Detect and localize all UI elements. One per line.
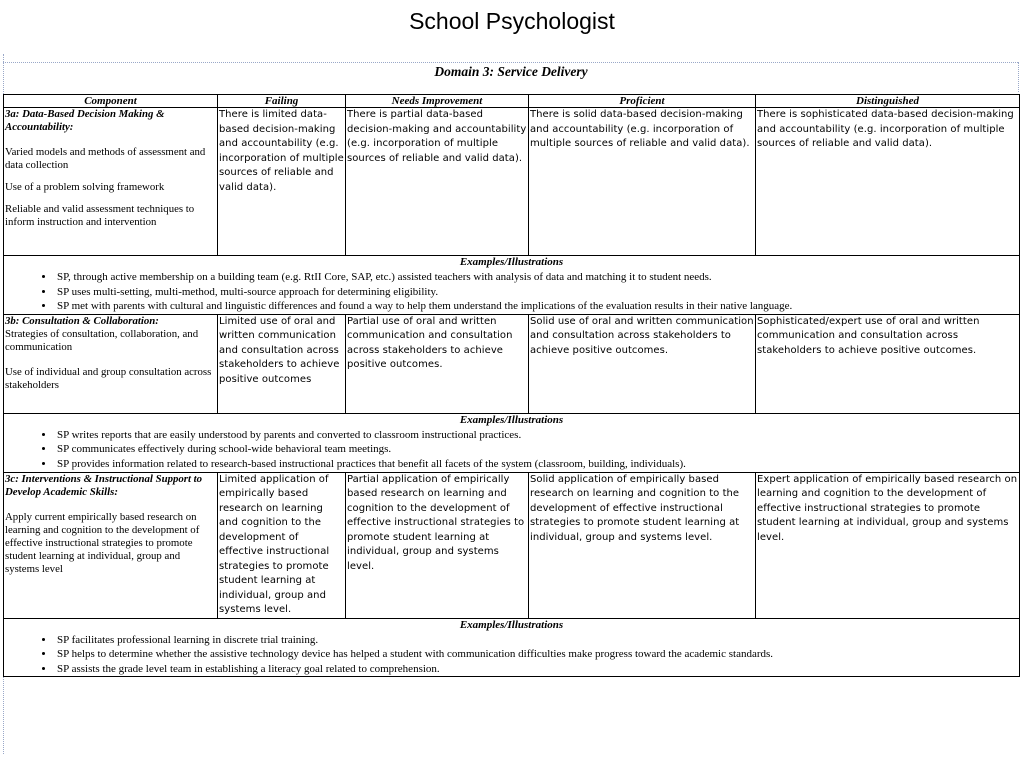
examples-row-3c	[4, 618, 1020, 677]
rubric-table	[3, 94, 1020, 677]
examples-cell	[4, 256, 1020, 315]
header-component: Component	[4, 95, 218, 108]
failing-cell: Limited use of oral and written communication and consultation across stakeholders to achieve positive outcomes	[218, 314, 346, 413]
distinguished-cell: Expert application of empirically based research on learning and cognition to the development of effective instructional strategies to promote student learning at individual, group and systems level.	[756, 472, 1020, 618]
rubric-row-3a	[4, 108, 1020, 256]
examples-list	[5, 270, 1018, 314]
examples-row-3a	[4, 256, 1020, 315]
example-item: • SP facilitates professional learning in discrete trial training.	[55, 633, 1018, 648]
examples-list	[5, 428, 1018, 472]
component-cell	[4, 472, 218, 618]
examples-title: Examples/Illustrations	[459, 618, 564, 631]
examples-cell	[4, 413, 1020, 472]
needs-improvement-cell: Partial application of empirically based research on learning and cognition to the development of effective instructional strategies to promote student learning at individual, group and systems level.	[346, 472, 529, 618]
page-border-top	[3, 62, 1018, 63]
component-item: Apply current empirically based research on learning and cognition to the development of effective instructional strategies to promote student learning at individual, group and systems level	[5, 510, 200, 575]
failing-cell: Limited application of empirically based research on learning and cognition to the development of effective instructional strategies to promote student learning at individual, group and systems level.	[218, 472, 346, 618]
example-item: • SP provides information related to research-based instructional practices that benefit all facets of the system (classroom, building, individuals).	[55, 457, 1018, 472]
example-item: • SP helps to determine whether the assistive technology device has helped a student with communication difficulties make progress toward the academic standards.	[55, 647, 1018, 662]
distinguished-cell: Sophisticated/expert use of oral and written communication and consultation across stakeholders to achieve positive outcomes.	[756, 314, 1020, 413]
needs-improvement-cell: Partial use of oral and written communication and consultation across stakeholders to achieve positive outcomes.	[346, 314, 529, 413]
component-item: Varied models and methods of assessment and data collection	[5, 146, 206, 171]
needs-improvement-cell: There is partial data-based decision-making and accountability (e.g. incorporation of multiple sources of reliable and valid data).	[346, 108, 529, 256]
examples-title: Examples/Illustrations	[459, 413, 564, 426]
component-cell	[4, 108, 218, 256]
example-item: • SP assists the grade level team in establishing a literacy goal related to comprehension.	[55, 662, 1018, 677]
examples-cell	[4, 618, 1020, 677]
rubric-row-3c	[4, 472, 1020, 618]
example-item: • SP writes reports that are easily understood by parents and converted to classroom instructional practices.	[55, 428, 1018, 443]
component-item: Use of individual and group consultation across stakeholders	[5, 365, 212, 391]
component-item: Use of a problem solving framework	[5, 181, 165, 193]
component-item: Strategies of consultation, collaboration, and communication	[5, 327, 199, 353]
slide-title: School Psychologist	[409, 8, 615, 34]
rubric-row-3b	[4, 314, 1020, 413]
proficient-cell: Solid application of empirically based research on learning and cognition to the development of effective instructional strategies to promote student learning at individual, group and systems level.	[529, 472, 756, 618]
domain-title: Domain 3: Service Delivery	[434, 64, 588, 79]
proficient-cell: There is solid data-based decision-making and accountability (e.g. incorporation of multiple sources of reliable and valid data).	[529, 108, 756, 256]
component-title: 3b: Consultation & Collaboration:	[5, 314, 159, 327]
component-title: 3c: Interventions & Instructional Support to Develop Academic Skills:	[5, 472, 203, 498]
rubric-document	[3, 54, 1019, 754]
distinguished-cell: There is sophisticated data-based decision-making and accountability (e.g. incorporation of multiple sources of reliable and valid data).	[756, 108, 1020, 256]
header-failing: Failing	[218, 95, 346, 108]
header-row	[4, 95, 1020, 108]
proficient-cell: Solid use of oral and written communication and consultation across stakeholders to achieve positive outcomes.	[529, 314, 756, 413]
example-item: • SP communicates effectively during school-wide behavioral team meetings.	[55, 442, 1018, 457]
header-proficient: Proficient	[529, 95, 756, 108]
examples-list	[5, 633, 1018, 677]
component-title: 3a: Data-Based Decision Making & Accountability:	[5, 108, 165, 133]
example-item: • SP met with parents with cultural and linguistic differences and found a way to help them understand the implications of the evaluation results in their native language.	[55, 299, 1018, 314]
examples-title: Examples/Illustrations	[459, 256, 564, 268]
example-item: • SP uses multi-setting, multi-method, multi-source approach for determining eligibility.	[55, 285, 1018, 300]
header-needs-improvement: Needs Improvement	[346, 95, 529, 108]
component-item: Reliable and valid assessment techniques to inform instruction and intervention	[5, 203, 195, 228]
example-item: • SP, through active membership on a building team (e.g. RtII Core, SAP, etc.) assisted teachers with analysis of data and matching it to student needs.	[55, 270, 1018, 285]
examples-row-3b	[4, 413, 1020, 472]
header-distinguished: Distinguished	[756, 95, 1020, 108]
failing-cell: There is limited data-based decision-making and accountability (e.g. incorporation of multiple sources of reliable and valid data).	[218, 108, 346, 256]
component-cell	[4, 314, 218, 413]
